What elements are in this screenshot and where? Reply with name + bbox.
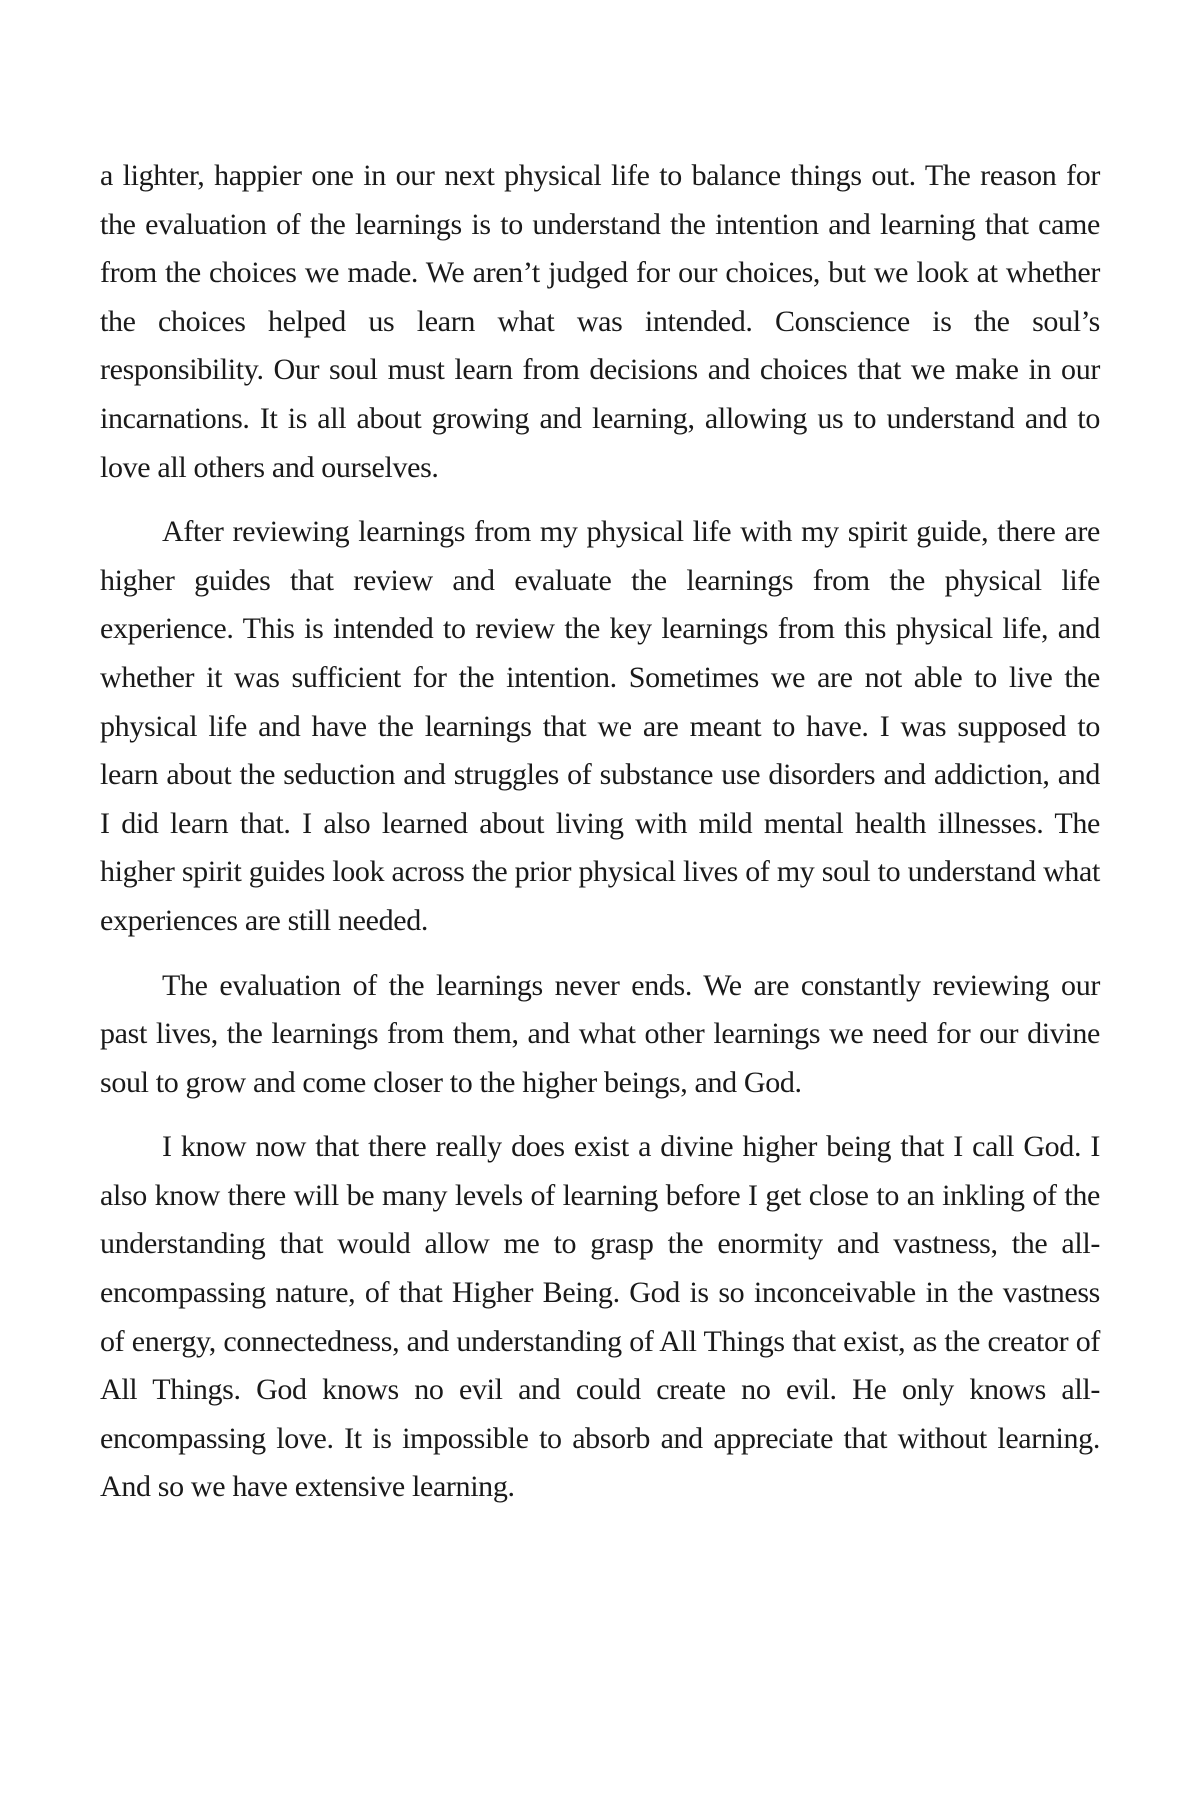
paragraph-2: After reviewing learnings from my physical life with my spirit guide, there are higher guides that review and evaluate the learnings from the physical life experience. This is intended to review the key learnings from this physical life, and whether it was sufficient for the intention. Sometimes we are not able to live the physical life and have the learnings that we are meant to have. I was supposed to learn about the seduction and struggles of substance use disorders and addiction, and I did learn that. I also learned about living with mild mental health illnesses. The higher spirit guides look across the prior physical lives of my soul to understand what experiences are still needed. — [100, 515, 1100, 937]
paragraph-1: a lighter, happier one in our next physical life to balance things out. The reason for the evaluation of the learnings is to understand the intention and learning that came from the choices we made. We aren’t judged for our choices, but we look at whether the choices helped us learn what was intended. Conscience is the soul’s responsibility. Our soul must learn from decisions and choices that we make in our incarnations. It is all about growing and learning, allowing us to understand and to love all others and ourselves. — [100, 159, 1100, 484]
paragraph-4: I know now that there really does exist a divine higher being that I call God. I also know there will be many levels of learning before I get close to an inkling of the understanding that would allow me to grasp the enormity and vastness, the all-encompassing nature, of that Higher Being. God is so inconceivable in the vastness of energy, connectedness, and understanding of All Things that exist, as the creator of All Things. God knows no evil and could create no evil. He only knows all-encompassing love. It is impossible to absorb and appreciate that without learning. And so we have extensive learning. — [100, 1130, 1100, 1504]
paragraph-3: The evaluation of the learnings never ends. We are constantly reviewing our past lives, the learnings from them, and what other learnings we need for our divine soul to grow and come closer to the higher beings, and God. — [100, 968, 1100, 1099]
book-page-body — [100, 152, 1100, 1528]
